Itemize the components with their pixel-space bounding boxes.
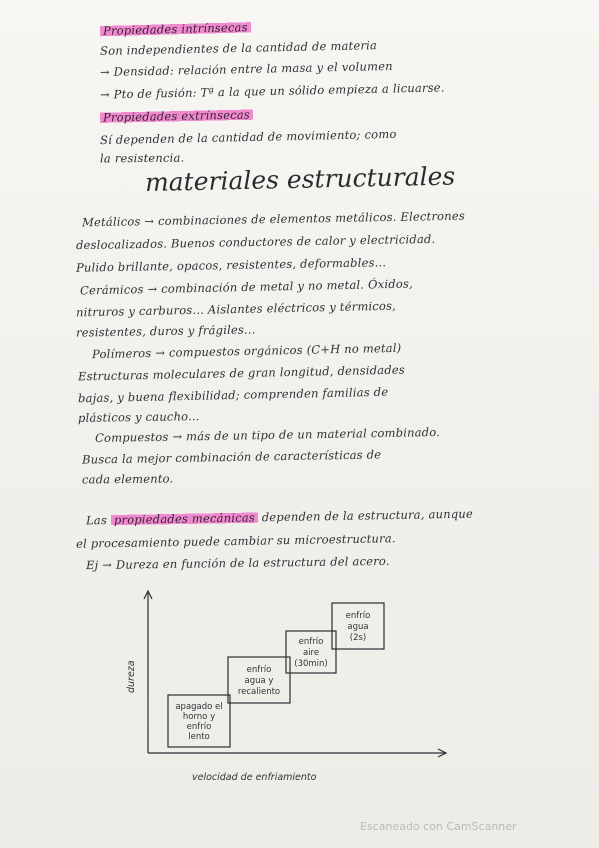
step-text: enfrío [345,611,371,621]
note-line: Las propiedades mecánicas dependen de la estructura, aunque [85,506,474,528]
note-line: Busca la mejor combinación de características de [81,447,382,467]
note-line: Pulido brillante, opacos, resistentes, deformables... [75,255,387,275]
step-box [332,603,384,649]
highlight-mechanical: propiedades mecánicas [111,510,258,527]
note-line: Polímeros → compuestos orgánicos (C+H no metal) [91,340,402,362]
step-text: enfrío [298,637,324,647]
note-line: Cerámicos → combinación de metal y no metal. Óxidos, [79,276,414,298]
step-text: recaliento [237,687,281,697]
heading-intrinsic: Propiedades intrínsecas [100,20,251,38]
note-line: Metálicos → combinaciones de elementos metálicos. Electrones [81,208,466,230]
note-line: Estructuras moleculares de gran longitud, densidades [77,362,406,384]
step-box [286,631,336,673]
step-text: apagado el [175,702,223,712]
note-line: Compuestos → más de un tipo de un material combinado. [94,424,441,446]
note-line: → Densidad: relación entre la masa y el volumen [99,58,393,80]
heading-extrinsic: Propiedades extrínsecas [100,107,253,124]
y-axis-label: dureza [126,660,137,693]
x-axis-label: velocidad de enfriamiento [192,772,317,783]
note-line: nitruros y carburos... Aislantes eléctricos y térmicos, [75,298,397,320]
step-text: aire [302,648,320,658]
scanner-watermark: Escaneado con CamScanner [360,820,517,833]
step-text: lento [188,732,210,742]
note-line: cada elemento. [81,471,174,487]
note-line: Son independientes de la cantidad de materia [99,38,378,58]
step-text: agua [347,622,369,632]
step-text: horno y [182,712,216,722]
step-text: agua y [244,676,274,686]
step-box [168,695,230,747]
note-line: plásticos y caucho... [77,409,200,425]
page-title: materiales estructurales [144,161,456,198]
note-line: bajas, y buena flexibilidad; comprenden familias de [77,384,389,406]
step-text: enfrío [246,665,272,675]
note-line: Sí dependen de la cantidad de movimiento; como [99,126,397,148]
step-text: (2s) [349,633,367,643]
step-text: (30min) [294,659,328,669]
note-line: el procesamiento puede cambiar su microestructura. [75,531,396,551]
hardness-diagram [100,585,460,795]
note-line: Ej → Dureza en función de la estructura del acero. [85,553,390,573]
note-line: resistentes, duros y frágiles... [75,322,256,340]
note-line: deslocalizados. Buenos conductores de calor y electricidad. [75,231,436,253]
note-line: → Pto de fusión: Tª a la que un sólido empieza a licuarse. [99,80,445,102]
step-text: enfrío [186,722,212,732]
step-box [228,657,290,703]
note-line: la resistencia. [99,150,185,166]
